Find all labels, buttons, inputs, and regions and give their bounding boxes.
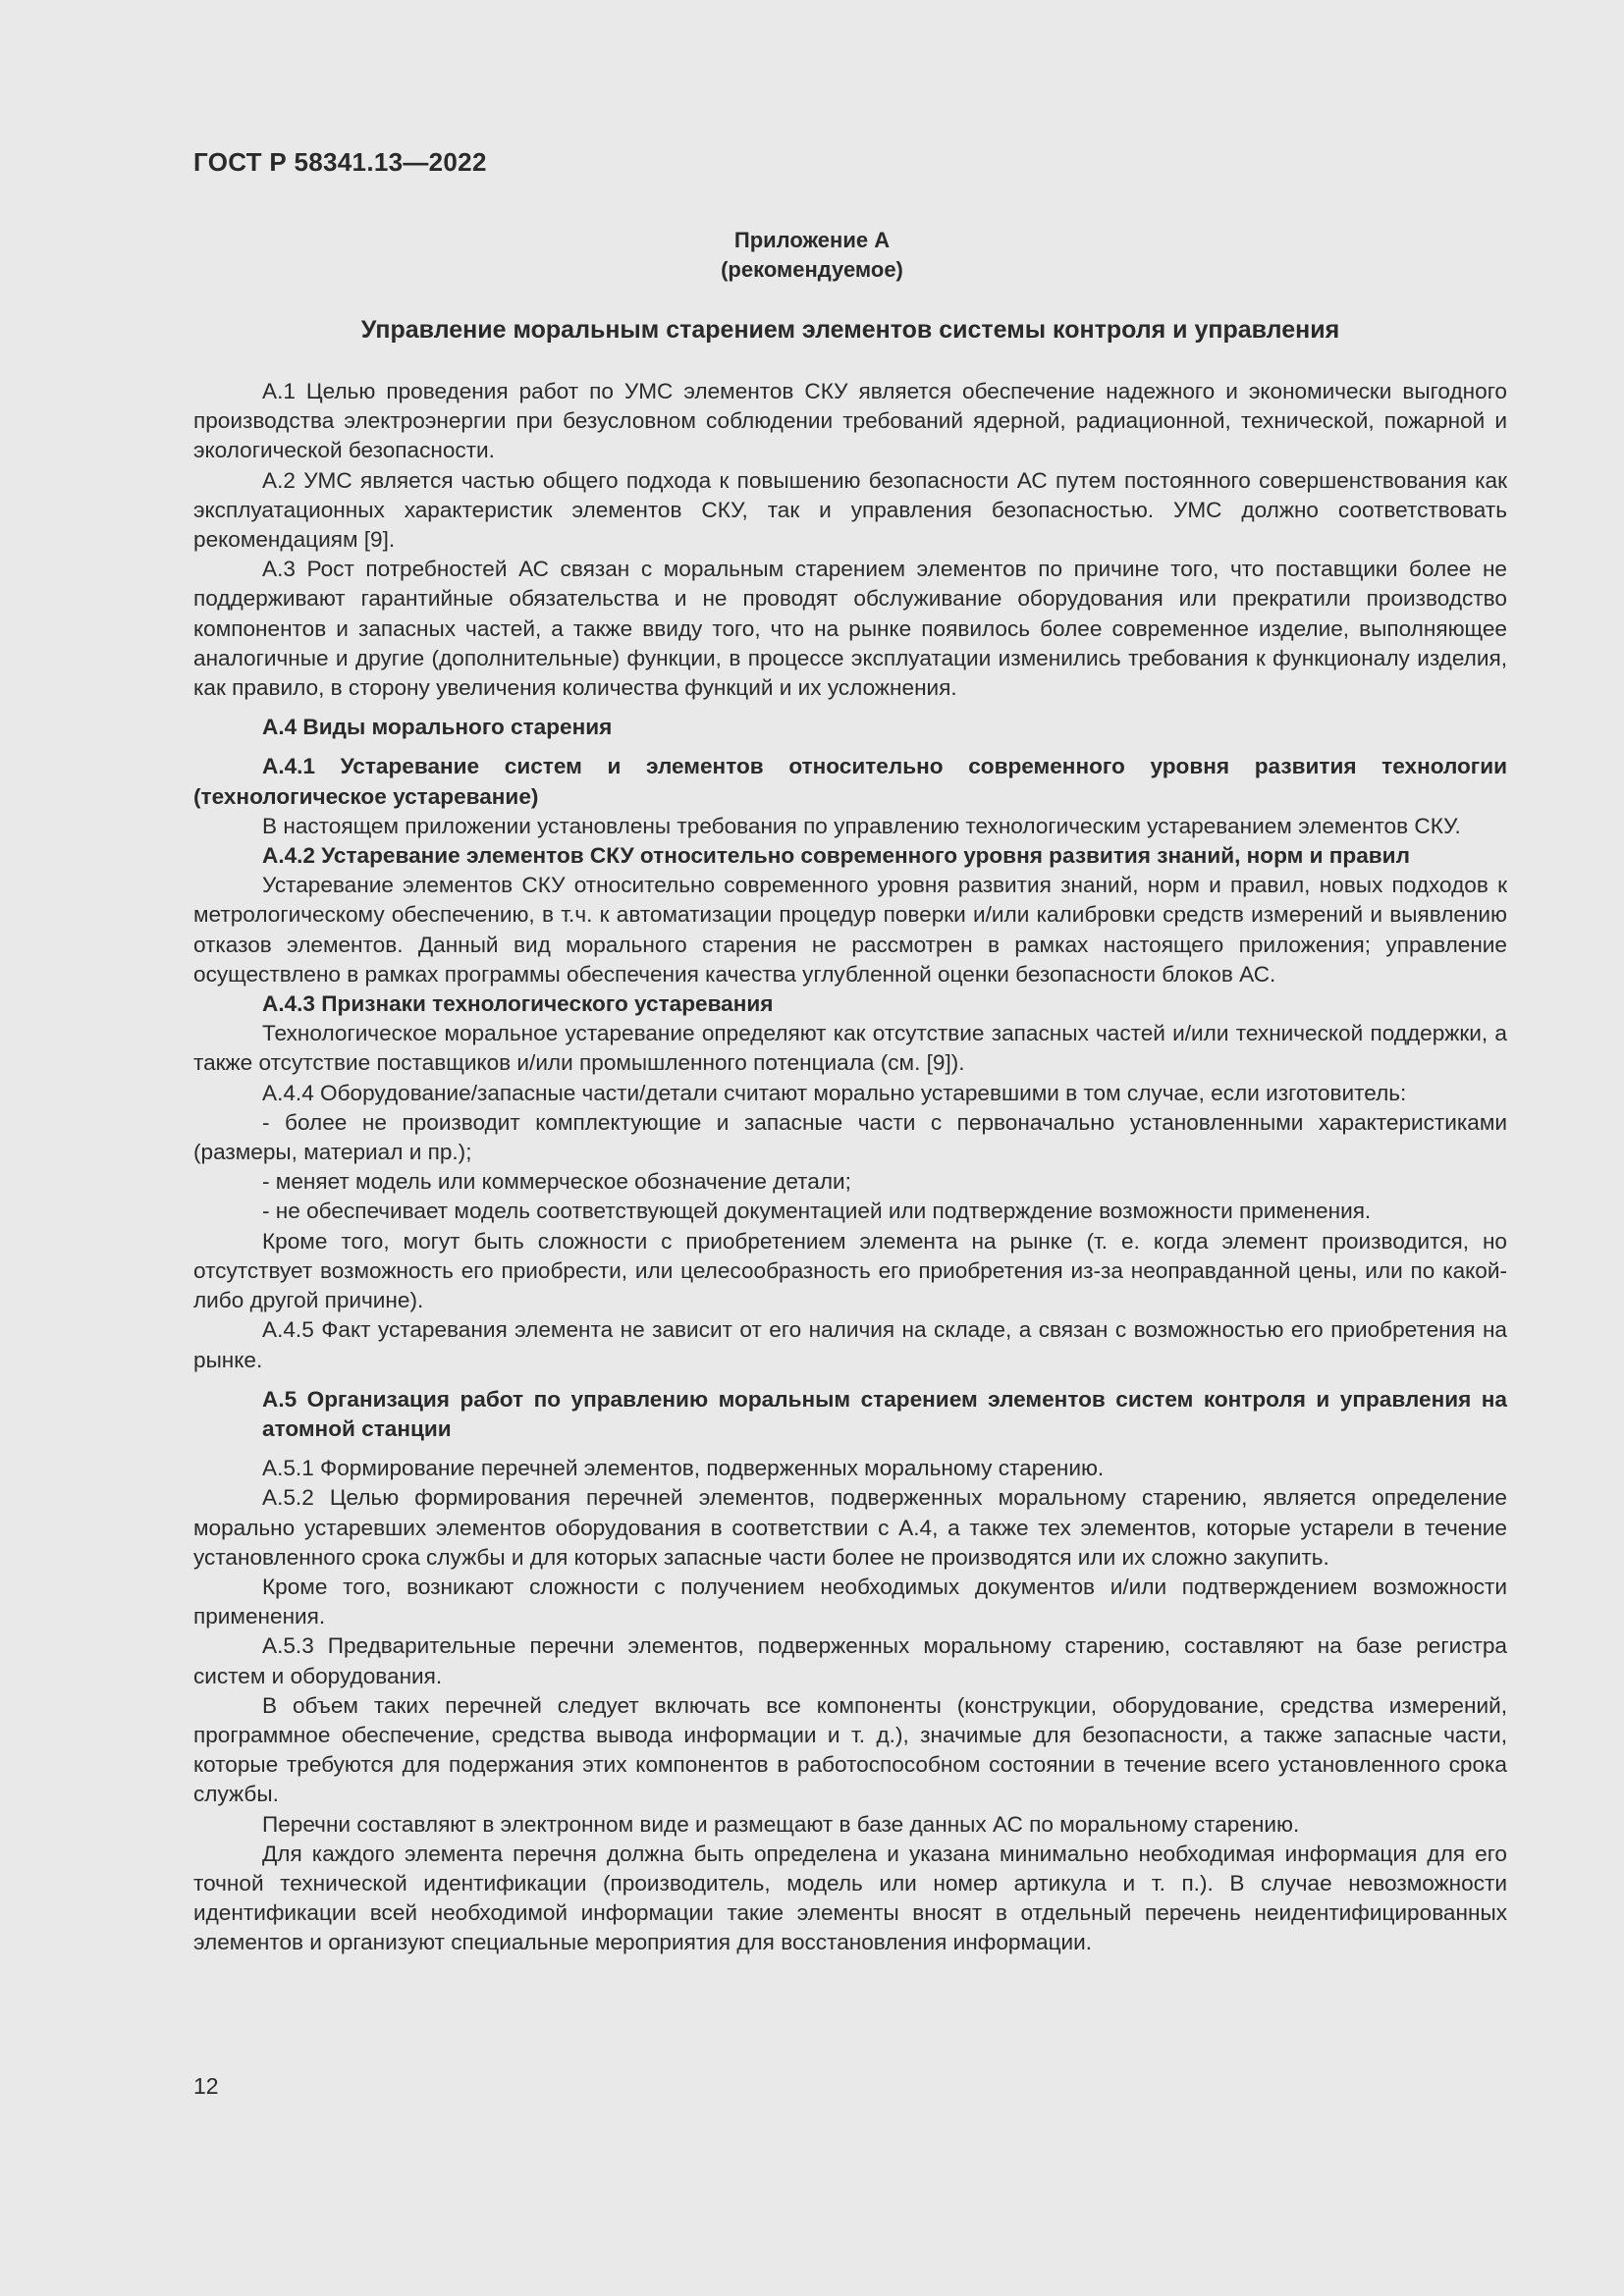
page-number: 12 bbox=[193, 2073, 219, 2099]
list-item: - меняет модель или коммерческое обозначение детали; bbox=[262, 1169, 851, 1195]
heading-a4-2: А.4.2 Устаревание элементов СКУ относительно современного уровня развития знаний, норм и правил bbox=[262, 843, 1410, 869]
paragraph-a4-3-text: Технологическое моральное устаревание определяют как отсутствие запасных частей и/или технической поддержки, а также отсутствие поставщиков и/или промышленного потенциала (см. [9]). bbox=[193, 1021, 1507, 1076]
paragraph-a4-1-text: В настоящем приложении установлены требования по управлению технологическим устареванием элементов СКУ. bbox=[262, 813, 1461, 838]
list-item: - более не производит комплектующие и запасные части с первоначально установленными характеристиками (размеры, материал и пр.); bbox=[193, 1109, 1507, 1165]
appendix-status: (рекомендуемое) bbox=[721, 257, 903, 282]
list-item: - не обеспечивает модель соответствующей документацией или подтверждение возможности применения. bbox=[262, 1199, 1372, 1224]
heading-a5: А.5 Организация работ по управлению моральным старением элементов систем контроля и управления на атомной станции bbox=[262, 1386, 1507, 1441]
paragraph-a5-3-scope: В объем таких перечней следует включать все компоненты (конструкции, оборудование, средства измерений, программное обеспечение, средства вывода информации и т. д.), значимые для безопасности, а также запасные части, которые требуются для подержания этих компонентов в работоспособном состоянии в течение всего установленного срока службы. bbox=[193, 1692, 1507, 1807]
paragraph-a1: А.1 Целью проведения работ по УМС элементов СКУ является обеспечение надежного и экономически выгодного производства электроэнергии при безусловном соблюдении требований ядерной, радиационной, технической, пожарной и экологической безопасности. bbox=[193, 379, 1507, 463]
appendix-title: Управление моральным старением элементов системы контроля и управления bbox=[360, 316, 1340, 344]
paragraph-a5-2-note: Кроме того, возникают сложности с получением необходимых документов и/или подтверждением возможности применения. bbox=[193, 1574, 1507, 1629]
paragraph-a5-1: А.5.1 Формирование перечней элементов, подверженных моральному старению. bbox=[262, 1456, 1105, 1481]
heading-a4: А.4 Виды морального старения bbox=[262, 715, 613, 740]
paragraph-a5-2: А.5.2 Целью формирования перечней элементов, подверженных моральному старению, является определение морально устаревших элементов оборудования в соответствии с А.4, а также тех элементов, которые устарели в течение установленного срока службы и для которых запасные части более не производятся или их сложно закупить. bbox=[193, 1485, 1507, 1570]
heading-a4-3: А.4.3 Признаки технологического устаревания bbox=[262, 991, 774, 1017]
paragraph-a4-4-note: Кроме того, могут быть сложности с приобретением элемента на рынке (т. е. когда элемент производится, но отсутствует возможность его приобрести, или целесообразность его приобретения из-за неоправданной цены, или по какой-либо другой причине). bbox=[193, 1228, 1507, 1313]
paragraph-a4-5: А.4.5 Факт устаревания элемента не зависит от его наличия на складе, а связан с возможностью его приобретения на рынке. bbox=[193, 1317, 1507, 1372]
paragraph-a5-3: А.5.3 Предварительные перечни элементов, подверженных моральному старению, составляют на базе регистра систем и оборудования. bbox=[193, 1633, 1507, 1688]
paragraph-a5-3-identification: Для каждого элемента перечня должна быть определена и указана минимально необходимая информация для его точной технической идентификации (производитель, модель или номер артикула и т. п.). В случае невозможности идентификации всей необходимой информации такие элементы вносят в отдельный перечень неидентифицированных элементов и организуют специальные мероприятия для восстановления информации. bbox=[193, 1841, 1507, 1955]
appendix-label: Приложение А bbox=[733, 228, 891, 252]
heading-a4-1: А.4.1 Устаревание систем и элементов относительно современного уровня развития технологии (технологическое устаревание) bbox=[193, 754, 1507, 809]
appendix-heading bbox=[0, 226, 1624, 285]
document-code: ГОСТ Р 58341.13—2022 bbox=[193, 147, 487, 177]
paragraph-a5-3-format: Перечни составляют в электронном виде и размещают в базе данных АС по моральному старению. bbox=[262, 1811, 1300, 1837]
paragraph-a3: А.3 Рост потребностей АС связан с моральным старением элементов по причине того, что поставщики более не поддерживают гарантийные обязательства и не проводят обслуживание оборудования или прекратили производство компонентов и запасных частей, а также ввиду того, что на рынке появилось более современное изделие, выполняющее аналогичные и другие (дополнительные) функции, в процессе эксплуатации изменились требования к функционалу изделия, как правило, в сторону увеличения количества функций и их усложнения. bbox=[193, 557, 1507, 701]
paragraph-a4-2-text: Устаревание элементов СКУ относительно современного уровня развития знаний, норм и правил, новых подходов к метрологическому обеспечению, в т.ч. к автоматизации процедур поверки и/или калибровки средств измерений и выявлению отказов элементов. Данный вид морального старения не рассмотрен в рамках настоящего приложения; управление осуществлено в рамках программы обеспечения качества углубленной оценки безопасности блоков АС. bbox=[193, 873, 1507, 987]
document-body bbox=[193, 377, 1507, 1958]
paragraph-a4-4: А.4.4 Оборудование/запасные части/детали считают морально устаревшими в том случае, если изготовитель: bbox=[262, 1080, 1407, 1105]
paragraph-a2: А.2 УМС является частью общего подхода к повышению безопасности АС путем постоянного совершенствования как эксплуатационных характеристик элементов СКУ, так и управления безопасностью. УМС должно соответствовать рекомендациям [9]. bbox=[193, 467, 1507, 553]
